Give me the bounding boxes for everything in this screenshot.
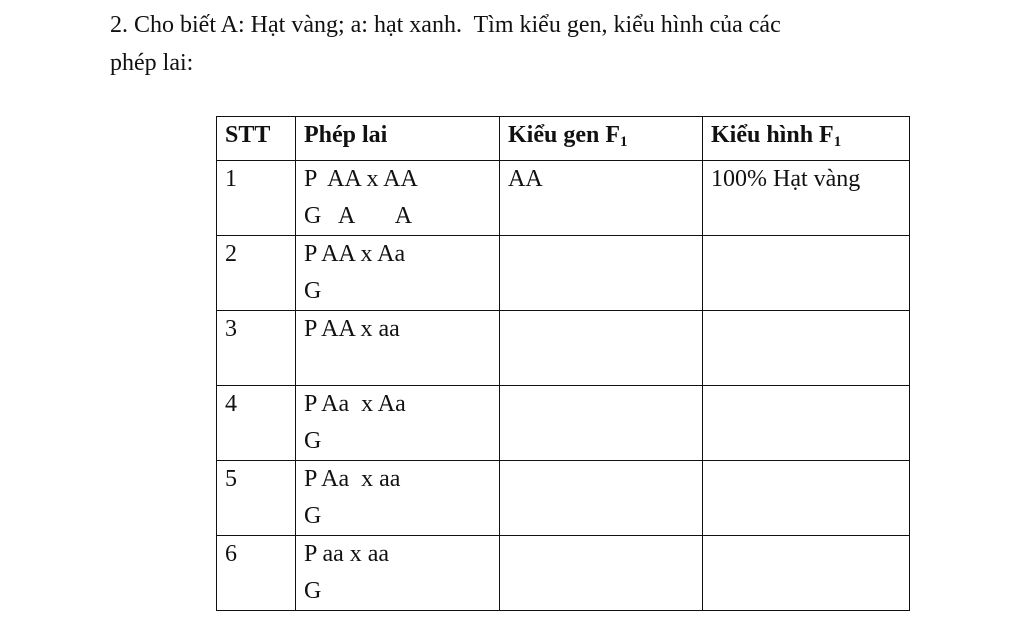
cross-parents: P Aa x aa (304, 466, 401, 492)
header-phenotype-label: Kiểu hình F (711, 122, 834, 148)
row-stt: 6 (217, 536, 296, 611)
row-stt: 4 (217, 386, 296, 461)
cross-parents: P AA x AA (304, 166, 418, 192)
table-row (217, 386, 910, 461)
header-phenotype (703, 117, 910, 161)
row-cross (296, 236, 500, 311)
cross-gametes (304, 348, 491, 385)
row-phenotype (703, 536, 910, 611)
row-genotype: AA (500, 161, 703, 236)
row-cross (296, 461, 500, 536)
row-phenotype (703, 236, 910, 311)
row-stt: 3 (217, 311, 296, 386)
table-row (217, 461, 910, 536)
cross-parents: P Aa x Aa (304, 391, 406, 417)
header-cross: Phép lai (296, 117, 500, 161)
row-stt: 5 (217, 461, 296, 536)
row-phenotype (703, 386, 910, 461)
cross-parents: P AA x Aa (304, 241, 406, 267)
row-cross (296, 536, 500, 611)
row-cross (296, 311, 500, 386)
cross-parents: P AA x aa (304, 316, 400, 342)
cross-gametes: G (304, 578, 322, 604)
row-genotype (500, 386, 703, 461)
header-stt: STT (217, 117, 296, 161)
cross-gametes: G (304, 503, 322, 529)
table-header-row (217, 117, 910, 161)
table-row (217, 161, 910, 236)
row-stt: 2 (217, 236, 296, 311)
cross-parents: P aa x aa (304, 541, 390, 567)
row-genotype (500, 536, 703, 611)
header-phenotype-subscript: 1 (833, 134, 842, 150)
row-genotype (500, 236, 703, 311)
cross-table (216, 116, 910, 611)
cross-gametes: G (304, 428, 322, 454)
header-genotype-subscript: 1 (620, 134, 628, 150)
question-text (110, 6, 930, 82)
row-cross (296, 161, 500, 236)
row-stt: 1 (217, 161, 296, 236)
question-line-2: phép lai: (110, 50, 194, 76)
row-genotype (500, 461, 703, 536)
row-cross (296, 386, 500, 461)
row-genotype (500, 311, 703, 386)
header-genotype (500, 117, 703, 161)
question-line-1: 2. Cho biết A: Hạt vàng; a: hạt xanh. Tìm kiểu gen, kiểu hình của các (110, 12, 781, 38)
row-phenotype: 100% Hạt vàng (703, 161, 910, 236)
cross-gametes: G A A (304, 203, 413, 229)
row-phenotype (703, 461, 910, 536)
row-phenotype (703, 311, 910, 386)
table-row (217, 536, 910, 611)
cross-gametes: G (304, 278, 322, 304)
table-row (217, 236, 910, 311)
table-row (217, 311, 910, 386)
header-genotype-label: Kiểu gen F (508, 122, 620, 148)
